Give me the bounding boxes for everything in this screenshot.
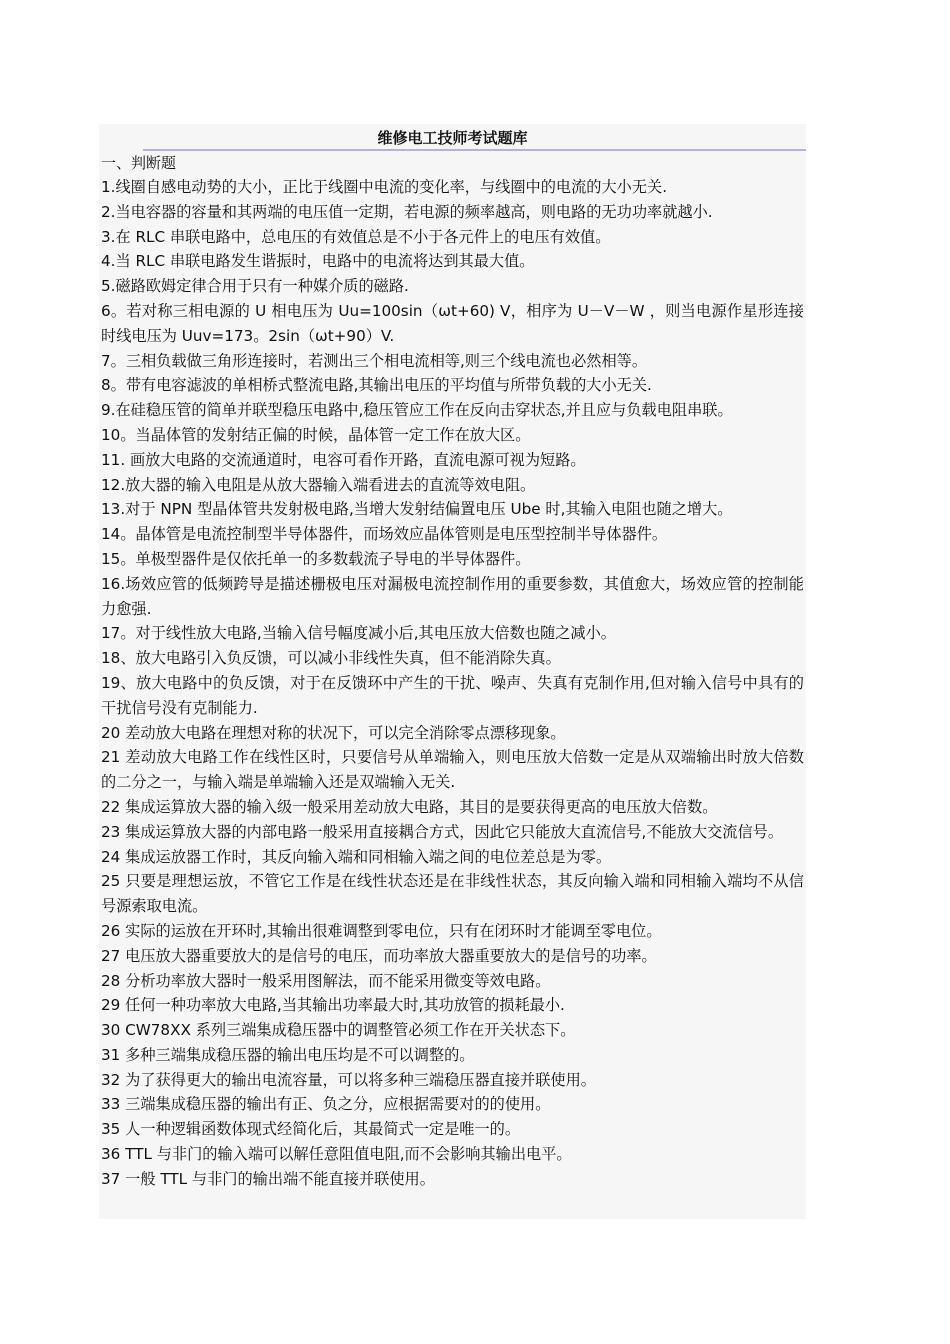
question-item: 2.当电容器的容量和其两端的电压值一定期，若电源的频率越高，则电路的无功功率就越小. [101, 202, 713, 221]
question-item: 1.线圈自感电动势的大小，正比于线圈中电流的变化率，与线圈中的电流的大小无关. [101, 178, 668, 196]
title-underline [143, 149, 806, 151]
question-item: 24 集成运放器工作时，其反向输入端和同相输入端之间的电位差总是为零。 [101, 847, 612, 866]
question-item: 30 CW78XX 系列三端集成稳压器中的调整管必须工作在开关状态下。 [101, 1021, 576, 1040]
question-item: 19、放大电路中的负反馈，对于在反馈环中产生的干扰、噪声、失真有克制作用,但对输入信号中具有的干扰信号没有克制能力. [101, 673, 804, 717]
question-list [99, 175, 806, 1192]
question-item: 5.磁路欧姆定律合用于只有一种媒介质的磁路. [101, 277, 409, 296]
question-item: 23 集成运算放大器的内部电路一般采用直接耦合方式，因此它只能放大直流信号,不能放大交流信号。 [101, 822, 784, 841]
question-item: 18、放大电路引入负反馈，可以减小非线性失真，但不能消除失真。 [101, 649, 561, 668]
question-item: 36 TTL 与非门的输入端可以解任意阻值电阻,而不会影响其输出电平。 [101, 1145, 572, 1164]
question-item: 17。对于线性放大电路,当输入信号幅度减小后,其电压放大倍数也随之减小。 [101, 624, 616, 643]
question-item: 28 分析功率放大器时一般采用图解法，而不能采用微变等效电路。 [101, 971, 551, 990]
question-item: 3.在 RLC 串联电路中，总电压的有效值总是不小于各元件上的电压有效值。 [101, 227, 611, 246]
question-item: 11. 画放大电路的交流通道时，电容可看作开路，直流电源可视为短路。 [101, 450, 586, 469]
question-item: 9.在硅稳压管的简单并联型稳压电路中,稳压管应工作在反向击穿状态,并且应与负载电阻串联。 [101, 401, 733, 420]
question-item: 37 一般 TTL 与非门的输出端不能直接并联使用。 [101, 1169, 435, 1188]
question-item: 6。若对称三相电源的 U 相电压为 Uu=100sin（ωt+60) V，相序为 U－V－W ，则当电源作星形连接时线电压为 Uuv=173。2sin（ωt+90）V. [101, 301, 804, 345]
question-item: 26 实际的运放在开环时,其输出很难调整到零电位，只有在闭环时才能调至零电位。 [101, 921, 662, 940]
question-item: 22 集成运算放大器的输入级一般采用差动放大电路，其目的是要获得更高的电压放大倍数。 [101, 797, 718, 816]
question-item: 27 电压放大器重要放大的是信号的电压，而功率放大器重要放大的是信号的功率。 [101, 946, 657, 965]
question-item: 4.当 RLC 串联电路发生谐振时，电路中的电流将达到其最大值。 [101, 252, 535, 271]
question-item: 14。晶体管是电流控制型半导体器件，而场效应晶体管则是电压型控制半导体器件。 [101, 525, 668, 544]
document-title: 维修电工技师考试题库 [377, 129, 528, 147]
question-item: 31 多种三端集成稳压器的输出电压均是不可以调整的。 [101, 1045, 475, 1064]
question-item: 16.场效应管的低频跨导是描述栅极电压对漏极电流控制作用的重要参数，其值愈大，场效应管的控制能力愈强. [101, 574, 804, 618]
document-page [99, 124, 806, 1219]
question-item: 13.对于 NPN 型晶体管共发射极电路,当增大发射结偏置电压 Ube 时,其输入电阻也随之增大。 [101, 500, 733, 519]
question-item: 20 差动放大电路在理想对称的状况下，可以完全消除零点漂移现象。 [101, 723, 566, 742]
question-item: 29 任何一种功率放大电路,当其输出功率最大时,其功放管的损耗最小. [101, 996, 565, 1015]
question-item: 33 三端集成稳压器的输出有正、负之分，应根据需要对的的使用。 [101, 1095, 551, 1114]
section-heading: 一、判断题 [101, 154, 177, 172]
question-item: 7。三相负载做三角形连接时，若测出三个相电流相等,则三个线电流也必然相等。 [101, 351, 648, 370]
question-item: 32 为了获得更大的输出电流容量，可以将多种三端稳压器直接并联使用。 [101, 1070, 596, 1089]
question-item: 35 人一种逻辑函数体现式经简化后，其最简式一定是唯一的。 [101, 1120, 521, 1139]
question-item: 12.放大器的输入电阻是从放大器输入端看进去的直流等效电阻。 [101, 475, 536, 494]
question-item: 15。单极型器件是仅依托单一的多数载流子导电的半导体器件。 [101, 549, 531, 568]
question-item: 25 只要是理想运放，不管它工作是在线性状态还是在非线性状态，其反向输入端和同相输入端均不从信号源索取电流。 [101, 872, 804, 916]
question-item: 21 差动放大电路工作在线性区时，只要信号从单端输入，则电压放大倍数一定是从双端输出时放大倍数的二分之一，与输入端是单端输入还是双端输入无关. [101, 748, 804, 792]
question-item: 10。当晶体管的发射结正偏的时候，晶体管一定工作在放大区。 [101, 425, 531, 444]
question-item: 8。带有电容滤波的单相桥式整流电路,其输出电压的平均值与所带负载的大小无关. [101, 376, 652, 395]
